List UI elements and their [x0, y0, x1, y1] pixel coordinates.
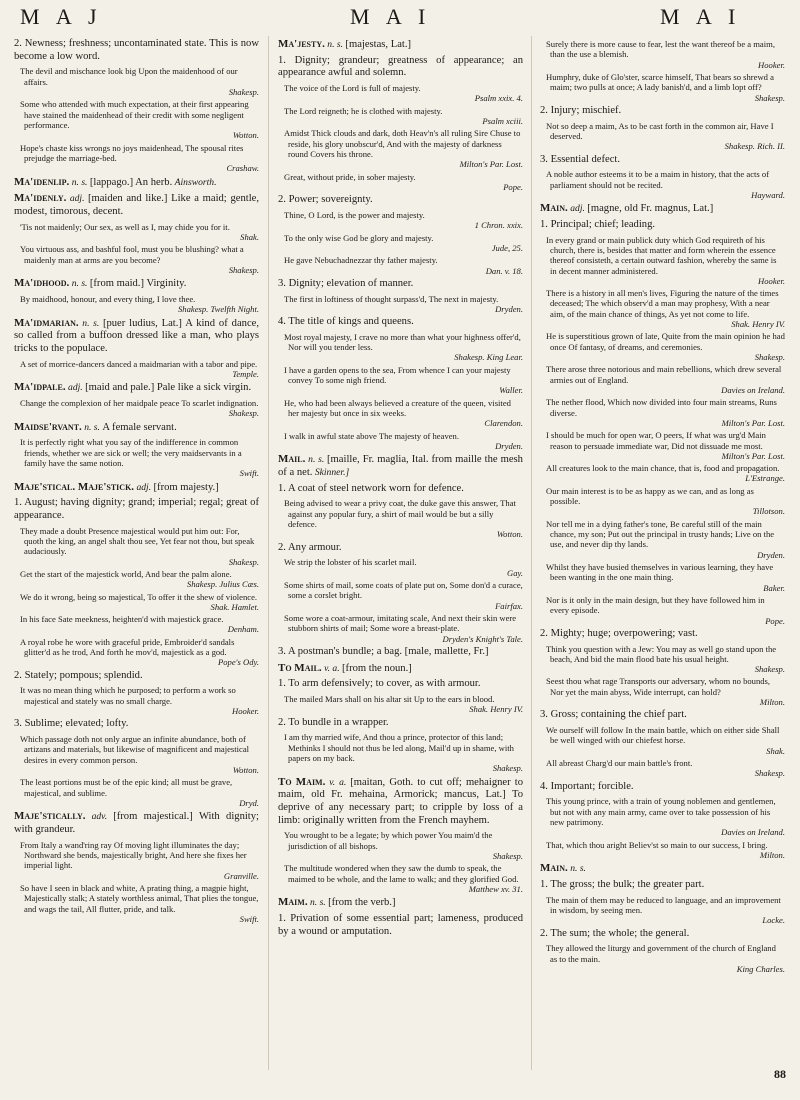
part-of-speech: n. s. [71, 176, 88, 188]
quotation-text: All creatures look to the main chance, that is, food and propagation. [546, 463, 780, 474]
quotation-text: Thine, O Lord, is the power and majesty. [284, 209, 425, 220]
quotation-source: Dryd. [239, 797, 259, 808]
column-3 [540, 38, 785, 976]
quotation [20, 591, 259, 613]
quotation-text: The first in loftiness of thought surpass'd, The next in majesty. [284, 293, 499, 304]
quotation-text: Our main interest is to be as happy as we can, and as long as possible. [546, 485, 754, 507]
quotation [284, 232, 523, 254]
column-rule-1 [268, 36, 269, 1070]
part-of-speech: n. s. [71, 278, 88, 290]
quotation [546, 561, 785, 593]
quotation-source: Wotton. [496, 529, 523, 540]
headword: Ma'idhood. [14, 277, 70, 290]
sense-definition: 1. The gross; the bulk; the greater part. [540, 878, 705, 890]
quotation-text: So have I seen in black and white, A prating thing, a magpie hight, Majestically stalk; A stately worthless animal, That plies the tongue, and wags the tail, All flutter, pride, and talk. [20, 882, 259, 914]
quotation-source: Clarendon. [484, 418, 523, 429]
quotation [546, 894, 785, 926]
quotation-text: In his face Sate meekness, heighten'd with majestick grace. [20, 614, 224, 625]
headword: Ma'idenly. [14, 192, 67, 205]
quotation-source: Shakesp. [754, 768, 785, 779]
headword: Main. [540, 862, 568, 875]
quotation [546, 169, 785, 200]
definition-text: [from maid.] Virginity. [89, 278, 187, 290]
quotation-source: Dryden's Knight's Tale. [442, 633, 523, 644]
quotation-text: We strip the lobster of his scarlet mail. [284, 557, 417, 568]
quotation [284, 171, 523, 193]
quotation-source: Shakesp. Twelfth Night. [177, 304, 259, 315]
quotation-source: Dan. v. 18. [485, 265, 523, 276]
quotation-text: You virtuous ass, and bashful fool, must you be blushing? what a maidenly man at arms are you become? [20, 244, 244, 265]
quotation-text: From Italy a wand'ring ray Of moving light illuminates the day; Northward she bends, majestically bright, And here she fixes her imperial light. [20, 839, 247, 871]
quotation-source: Hooker. [758, 59, 785, 70]
quotation-source: Milton. [759, 697, 785, 708]
quotation [546, 430, 785, 461]
quotation [20, 839, 259, 881]
sense-definition: 2. Power; sovereignty. [278, 194, 373, 206]
quotation-source: Psalm xciii. [482, 116, 523, 127]
headword: Maje'stical. Maje'stick. [14, 480, 135, 493]
headword: Ma'idmarian. [14, 316, 79, 329]
definition-text: [maiden and like.] Like a maid; gentle, modest, timorous, decent. [14, 193, 259, 217]
quotation [546, 943, 785, 974]
quotation [284, 331, 523, 363]
quotation [546, 518, 785, 560]
quotation-source: Fairfax. [495, 600, 523, 611]
quotation [20, 525, 259, 567]
column-2 [278, 38, 523, 941]
quotation-text: A set of morrice-dancers danced a maidmarian with a tabor and pipe. [20, 358, 258, 369]
definition-text: [puer ludius, Lat.] A kind of dance, so called from a buffoon dressed like a man, who plays tricks to the populace. [14, 317, 259, 354]
column-1 [14, 38, 259, 926]
dictionary-entry [14, 176, 259, 190]
quotation-source: Wotton. [232, 765, 259, 775]
quotation-text: We do it wrong, being so majestical, To offer it the shew of violence. [20, 591, 258, 602]
quotation [20, 882, 259, 924]
quotation [20, 244, 259, 275]
quotation [546, 725, 785, 756]
quotation [284, 397, 523, 429]
quotation-text: The mailed Mars shall on his altar sit Up to the ears in blood. [284, 693, 495, 704]
quotation-source: Shakesp. [492, 850, 523, 861]
sense-definition: 3. Gross; containing the chief part. [540, 709, 687, 721]
dictionary-entry [540, 862, 785, 876]
headword: Main. [540, 202, 568, 215]
dictionary-entry [14, 810, 259, 836]
quotation-source: Gay. [507, 567, 523, 578]
quotation [546, 331, 785, 362]
quotation [546, 676, 785, 708]
quotation-source: Hooker. [232, 706, 259, 717]
quotation-source: Hayward. [751, 189, 785, 200]
quotation-text: The Lord reigneth; he is clothed with majesty. [284, 105, 443, 116]
quotation-source: Shak. Hamlet. [210, 601, 259, 612]
part-of-speech: n. s. [82, 317, 100, 329]
quotation-source: Shakesp. [228, 87, 259, 98]
quotation-source: Denham. [227, 624, 259, 635]
quotation [20, 142, 259, 174]
quotation [284, 498, 523, 540]
quotation-source: King Charles. [736, 963, 785, 974]
quotation-source: L'Estrange. [745, 473, 785, 484]
quotation [546, 463, 785, 484]
definition-text: [from majestical.] With dignity; with grandeur. [14, 811, 259, 835]
quotation-text: The nether flood, Which now divided into four main streams, Runs diverse. [546, 397, 777, 418]
dictionary-entry [14, 277, 259, 291]
part-of-speech: n. s. [309, 897, 326, 909]
quotation-text: All abreast Charg'd our main battle's front. [546, 758, 693, 769]
definition-text: [maille, Fr. maglia, Ital. from maille the mesh of a net. [278, 454, 523, 478]
headword: Ma'idenlip. [14, 175, 70, 188]
quotation [546, 758, 785, 779]
quotation [284, 693, 523, 715]
sense-definition: 1. August; having dignity; grand; imperial; regal; great of appearance. [14, 497, 259, 521]
sense-definition: 1. Principal; chief; leading. [540, 218, 656, 230]
quotation-text: The least portions must be of the epic kind; all must be grave, majestical, and sublime. [20, 777, 233, 798]
quotation-text: He is superstitious grown of late, Quite from the main opinion he had once Of fantasy, of dreams, and ceremonies. [546, 331, 785, 352]
part-of-speech: n. s. [570, 863, 586, 875]
sense-definition: 2. Stately; pompous; splendid. [14, 669, 143, 681]
headword: Ma'idpale. [14, 381, 66, 394]
part-of-speech: v. a. [329, 776, 347, 788]
sense-definition: 1. A coat of steel network worn for defence. [278, 482, 464, 494]
quotation-text: He gave Nebuchadnezzar thy father majesty. [284, 255, 438, 266]
definition-text: [from the noun.] [342, 662, 412, 674]
quotation [284, 255, 523, 276]
sense-definition: 1. Privation of some essential part; lameness, produced by a wound or amputation. [278, 912, 523, 937]
definition-text: [lappago.] An herb. [89, 176, 173, 188]
quotation [20, 685, 259, 717]
quotation-text: He, who had been always believed a creature of the queen, visited her majesty but once in six weeks. [284, 397, 511, 419]
quotation [546, 288, 785, 330]
sense-definition: 2. Newness; freshness; uncontaminated state. This is now become a low word. [14, 38, 259, 62]
sense-definition: 2. Injury; mischief. [540, 104, 622, 116]
quotation-text: Change the complexion of her maidpale peace To scarlet indignation. [20, 397, 259, 408]
quotation-source: Shakesp. [754, 352, 785, 362]
column-rule-2 [531, 36, 532, 1070]
quotation-text: You wrought to be a legate; by which power You maim'd the jurisdiction of all bishops. [284, 830, 493, 851]
part-of-speech: n. s. [308, 454, 325, 466]
definition-text: [maitan, Goth. to cut off; mehaigner to maim, old Fr. mehaina, Armorick; mancus, Lat.] To deprive of any necessary part; to cripple by loss of a limb: originally written from the French mayhem. [278, 776, 524, 826]
quotation-source: Granville. [223, 870, 259, 881]
dictionary-entry [278, 896, 523, 910]
quotation-source: Swift. [239, 468, 259, 479]
quotation-text: There arose three notorious and main rebellions, which drew several armies out of England. [546, 364, 782, 385]
quotation-text: Humphry, duke of Glo'ster, scarce himself, That bears so shrewd a maim; two pulls at once; A lady banish'd, and a limb lopt off? [546, 71, 774, 93]
headword: To Mail. [278, 661, 322, 674]
dictionary-entry [14, 421, 259, 435]
quotation [284, 364, 523, 396]
part-of-speech: v. a. [324, 662, 340, 674]
quotation [284, 128, 523, 170]
quotation-text: A noble author esteems it to be a maim in history, that the acts of parliament should not be recited. [546, 169, 770, 190]
sense-definition: 2. Mighty; huge; overpowering; vast. [540, 627, 698, 639]
quotation-source: Dryden. [757, 549, 785, 560]
part-of-speech: adj. [570, 203, 585, 215]
quotation-text: The devil and mischance look big Upon the maidenhood of our affairs. [20, 66, 238, 87]
quotation-source: Pope's Ody. [218, 657, 259, 668]
quotation [546, 71, 785, 103]
quotation-text: Great, without pride, in sober majesty. [284, 171, 416, 182]
quotation [20, 614, 259, 635]
quotation [20, 397, 259, 419]
quotation-text: A royal robe he wore with graceful pride, Embroider'd sandals glitter'd as he trod, And forth he mov'd, majestick as a god. [20, 636, 235, 658]
sense-definition: 4. The title of kings and queens. [278, 316, 414, 328]
sense-definition: 3. Dignity; elevation of manner. [278, 277, 414, 289]
quotation-text: Some shirts of mail, some coats of plate put on, Some don'd a curace, some a corslet bright. [284, 579, 523, 601]
quotation-text: The main of them may be reduced to language, and an improvement in wisdom, by seeing men. [546, 894, 781, 915]
quotation [20, 636, 259, 668]
quotation-source: Shak. Henry IV. [469, 704, 523, 715]
dictionary-entry [278, 776, 523, 828]
quotation-source: Psalm xxix. 4. [474, 93, 523, 104]
quotation [546, 397, 785, 428]
quotation-source: Wotton. [232, 130, 259, 141]
quotation-source: Shakesp. [228, 264, 259, 275]
quotation [20, 66, 259, 98]
header-left: M A J [20, 4, 103, 29]
entry-citation: Ainsworth. [174, 176, 217, 188]
quotation [546, 796, 785, 838]
quotation-source: Milton's Par. Lost. [721, 417, 785, 428]
dictionary-entry [540, 202, 785, 216]
quotation-source: Shak. Henry IV. [731, 319, 785, 330]
quotation [546, 364, 785, 395]
quotation-text: I am thy married wife, And thou a prince, protector of this land; Methinks I should not thus be led along, Mail'd up in shame, with papers on my back. [284, 732, 514, 763]
part-of-speech: adj. [136, 481, 152, 493]
quotation-source: Shak. [766, 745, 785, 756]
quotation-source: Matthew xv. 31. [468, 883, 523, 894]
quotation [284, 209, 523, 231]
header-right: M A I [660, 4, 742, 29]
quotation-text: I have a garden opens to the sea, From whence I can your majesty convey To some nigh friend. [284, 364, 511, 386]
quotation-source: Dryden. [495, 303, 523, 314]
quotation [284, 430, 523, 452]
quotation-text: 'Tis not maidenly; Our sex, as well as I, may chide you for it. [20, 221, 230, 232]
quotation-text: That, which thou aright Believ'st so main to our success, I bring. [546, 839, 768, 850]
quotation-text: Nor is it only in the main design, but they have followed him in every episode. [546, 594, 765, 616]
dictionary-entry [278, 453, 523, 479]
quotation [546, 839, 785, 861]
quotation-text: Surely there is more cause to fear, lest the want thereof be a maim, than the use a blemish. [546, 39, 775, 60]
quotation-text: To the only wise God be glory and majesty. [284, 232, 434, 243]
quotation [20, 358, 259, 380]
quotation-source: Davies on Ireland. [721, 384, 785, 395]
part-of-speech: n. s. [327, 39, 344, 50]
quotation [20, 734, 259, 775]
quotation [546, 120, 785, 152]
quotation-source: Shakesp. [228, 408, 259, 419]
quotation [546, 485, 785, 517]
quotation-source: Dryden. [495, 440, 523, 451]
quotation [20, 568, 259, 590]
quotation-text: They made a doubt Presence majestical would put him out: For, quoth the king, an angel shalt thou see, Yet fear not thou, but speak audaciously. [20, 525, 255, 557]
entry-citation: Skinner.] [314, 466, 350, 478]
sense-definition: 2. To bundle in a wrapper. [278, 716, 389, 728]
quotation-source: 1 Chron. xxix. [474, 220, 523, 231]
page-number: 88 [774, 1067, 786, 1081]
sense-definition: 3. Essential defect. [540, 153, 621, 165]
quotation-text: Seest thou what rage Transports our adversary, whom no bounds, Nor yet the main abyss, Wide interrupt, can hold? [546, 676, 771, 697]
quotation-source: Milton's Par. Lost. [459, 159, 523, 170]
headword: Ma'jesty. [278, 38, 325, 50]
quotation-source: Hooker. [758, 275, 785, 286]
quotation [284, 105, 523, 127]
quotation [284, 293, 523, 315]
definition-text: [magne, old Fr. magnus, Lat.] [587, 203, 714, 215]
quotation-text: Get the start of the majestick world, And bear the palm alone. [20, 568, 232, 579]
quotation-text: There is a history in all men's lives, Figuring the nature of the times deceased; The which observ'd a man may prophesy, With a near aim, of the main chance of things, As yet not come to life. [546, 288, 779, 319]
sense-definition: 4. Important; forcible. [540, 780, 634, 792]
dictionary-entry [14, 317, 259, 356]
definition-text: [from the verb.] [328, 897, 396, 909]
quotation [20, 437, 259, 479]
quotation-text: Whilst they have busied themselves in various learning, they have been wanting in the one main thing. [546, 561, 774, 583]
quotation [284, 830, 523, 861]
quotation-source: Crashaw. [226, 163, 259, 174]
quotation-text: Hope's chaste kiss wrongs no joys maidenhead, The spousal rites prejudge the marriage-bed. [20, 142, 244, 163]
quotation [284, 732, 523, 774]
sense-definition: 1. Dignity; grandeur; greatness of appearance; an appearance awful and solemn. [278, 54, 523, 79]
quotation-source: Shakesp. [228, 556, 259, 567]
header-center: M A I [350, 4, 432, 29]
sense-definition: 1. To arm defensively; to cover, as with armour. [278, 678, 481, 690]
quotation-text: They allowed the liturgy and government of the church of England as to the main. [546, 943, 776, 964]
quotation-text: The multitude wondered when they saw the dumb to speak, the maimed to be whole, and the lame to walk; and they glorified God. [284, 863, 519, 884]
dictionary-entry [278, 38, 523, 52]
quotation [20, 99, 259, 141]
quotation-source: Shakesp. [492, 763, 523, 774]
quotation-source: Shakesp. [754, 664, 785, 675]
quotation [546, 594, 785, 626]
quotation [284, 579, 523, 611]
part-of-speech: n. s. [84, 421, 100, 433]
quotation-source: Waller. [499, 385, 523, 396]
quotation-text: Being advised to wear a privy coat, the duke gave this answer, That against any popular fury, a shirt of mail would be but a silly defence. [284, 498, 516, 530]
quotation [284, 612, 523, 644]
quotation [546, 39, 785, 70]
quotation-source: Shakesp. Julius Cæs. [186, 579, 259, 590]
quotation [284, 863, 523, 894]
quotation-source: Pope. [503, 181, 523, 192]
running-header [0, 4, 800, 30]
definition-text: [from majesty.] [153, 481, 219, 493]
quotation-text: I should be much for open war, O peers, If what was urg'd Main reason to persuade immediate war, Did not dissuade me most. [546, 430, 766, 451]
sense-definition: 3. Sublime; elevated; lofty. [14, 718, 129, 730]
quotation-text: Amidst Thick clouds and dark, doth Heav'n's all ruling Sire Chuse to reside, his glory unobscur'd, And with the majesty of darkness round Covers his throne. [284, 128, 521, 159]
quotation-text: Think you question with a Jew: You may as well go stand upon the beach, And bid the main flood bate his usual height. [546, 643, 777, 664]
quotation-text: This young prince, with a train of young noblemen and gentlemen, but not with any main army, came over to take possession of his new patrimony. [546, 796, 776, 827]
quotation-source: Shakesp. [754, 92, 785, 103]
quotation-source: Baker. [763, 582, 785, 593]
dictionary-entry [14, 381, 259, 395]
sense-definition: 2. Any armour. [278, 541, 342, 553]
quotation-text: Nor tell me in a dying father's tone, Be careful still of the main chance, my son; Put out the principal in trusty hands; Live on the use, and never dip thy lands. [546, 518, 775, 550]
part-of-speech: adv. [91, 811, 108, 823]
quotation-source: Locke. [762, 915, 785, 926]
quotation-text: In every grand or main publick duty which God requireth of his church, there is, besides that matter and form wherein the essence thereof consisteth, a certain outward fashion, whereby the same is in decent manner administered. [546, 234, 777, 276]
quotation-text: The voice of the Lord is full of majesty. [284, 83, 421, 94]
quotation-text: I walk in awful state above The majesty of heaven. [284, 430, 459, 441]
quotation-text: It is perfectly right what you say of the indifference in common friends, whether we are sick or well; the very maidservants in a family have the same notion. [20, 437, 242, 468]
quotation-text: By maidhood, honour, and every thing, I love thee. [20, 293, 196, 304]
sense-definition: 2. The sum; the whole; the general. [540, 927, 690, 939]
quotation-text: We ourself will follow In the main battle, which on either side Shall be well winged with our chiefest horse. [546, 725, 780, 746]
quotation-source: Tillotson. [752, 506, 785, 517]
quotation-source: Milton. [759, 849, 785, 860]
quotation-source: Shak. [240, 231, 259, 242]
quotation-source: Jude, 25. [491, 242, 523, 253]
dictionary-entry [14, 481, 259, 495]
definition-text: [majestas, Lat.] [345, 39, 412, 50]
quotation-source: Davies on Ireland. [721, 827, 785, 838]
quotation [546, 643, 785, 675]
headword: Mail. [278, 453, 306, 466]
headword: To Maim. [278, 775, 326, 788]
sense-definition: 3. A postman's bundle; a bag. [male, mallette, Fr.] [278, 645, 489, 657]
headword: Maje'stically. [14, 810, 86, 823]
quotation-source: Milton's Par. Lost. [721, 450, 785, 461]
part-of-speech: adj. [68, 382, 83, 394]
headword: Maidse'rvant. [14, 420, 82, 433]
definition-text: A female servant. [102, 421, 177, 433]
quotation-source: Swift. [239, 913, 259, 924]
quotation [20, 777, 259, 808]
quotation [546, 234, 785, 287]
quotation-text: Most royal majesty, I crave no more than what your highness offer'd, Nor will you tender less. [284, 331, 521, 353]
quotation-text: Which passage doth not only argue an infinite abundance, both of artizans and materials, but likewise of magnificent and majestical desires in every common person. [20, 734, 250, 765]
quotation-text: Some wore a coat-armour, imitating scale, And next their skin were stubborn shirts of mail; Some wore a breast-plate. [284, 612, 517, 634]
quotation-text: Not so deep a maim, As to be cast forth in the common air, Have I deserved. [546, 120, 774, 141]
dictionary-entry [278, 662, 523, 676]
quotation [20, 221, 259, 243]
quotation-text: Some who attended with much expectation, at their first appearing have stained the maidenhead of their credit with some negligent performance. [20, 99, 249, 130]
quotation-source: Pope. [765, 615, 785, 626]
part-of-speech: adj. [69, 193, 85, 205]
quotation-source: Temple. [232, 368, 259, 379]
quotation-text: It was no mean thing which he purposed; to perform a work so majestical and stately was no small charge. [20, 685, 236, 706]
quotation-source: Shakesp. King Lear. [454, 352, 523, 363]
quotation-source: Shakesp. Rich. II. [724, 141, 785, 152]
quotation [284, 83, 523, 104]
definition-text: [maid and pale.] Pale like a sick virgin. [85, 382, 252, 394]
quotation [284, 557, 523, 578]
headword: Maim. [278, 896, 308, 909]
quotation [20, 293, 259, 315]
dictionary-entry [14, 192, 259, 218]
